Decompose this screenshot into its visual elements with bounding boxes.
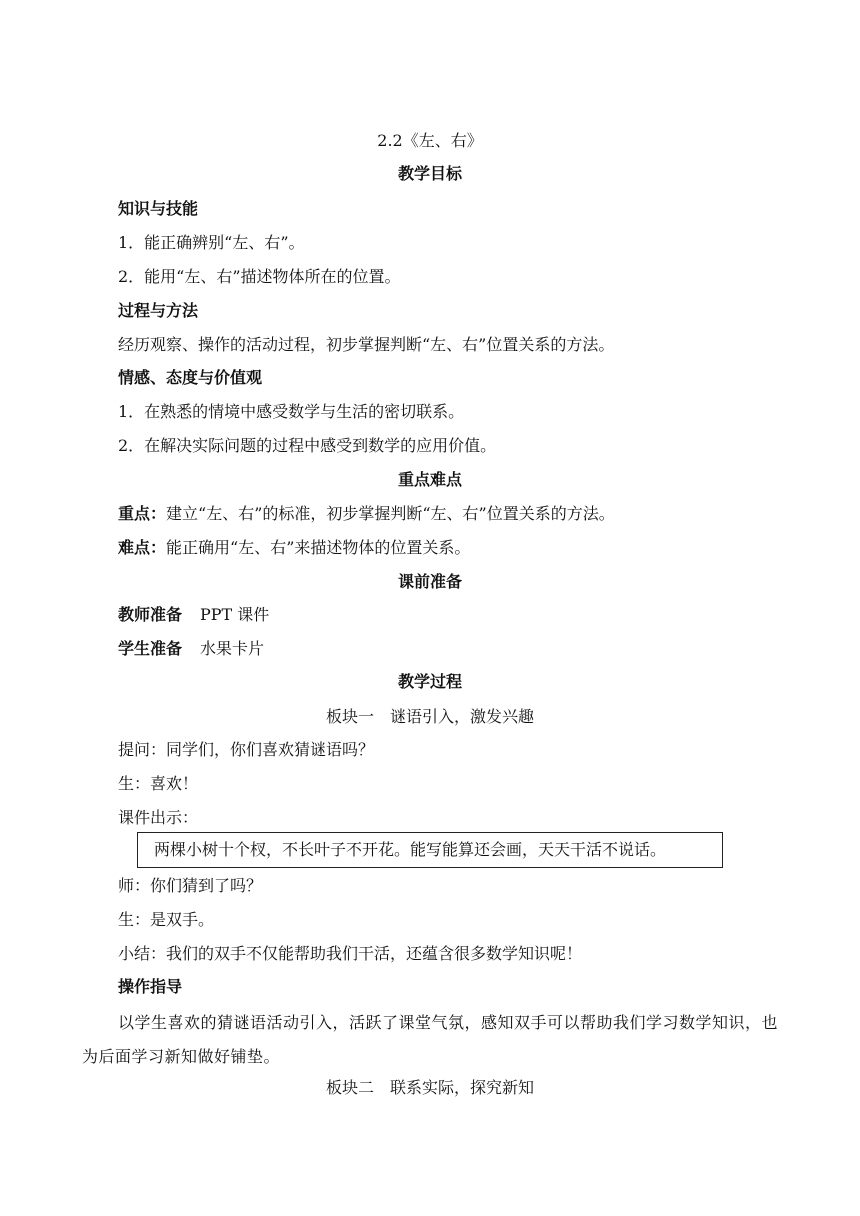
section-heading-objectives: 教学目标 [397, 164, 462, 183]
attitude-item-2: 2．在解决实际问题的过程中感受到数学的应用价值。 [118, 436, 497, 455]
process-text: 经历观察、操作的活动过程，初步掌握判断“左、右”位置关系的方法。 [118, 335, 615, 354]
focus-label: 重点： [118, 504, 167, 523]
block1-title: 板块一 谜语引入，激发兴趣 [325, 707, 534, 726]
dialogue-line-2: 生：喜欢！ [118, 774, 199, 793]
student-prep-line [118, 637, 780, 661]
student-prep-text: 水果卡片 [200, 639, 265, 658]
teacher-prep-label: 教师准备 [118, 605, 183, 624]
attitude-item-1: 1．在熟悉的情境中感受数学与生活的密切联系。 [118, 402, 465, 421]
difficulty-text: 能正确用“左、右”来描述物体的位置关系。 [166, 538, 471, 557]
teacher-prep-text: PPT 课件 [200, 605, 270, 624]
lesson-title: 2.2《左、右》 [377, 131, 483, 150]
guide-heading: 操作指导 [118, 977, 183, 996]
focus-line [118, 502, 780, 526]
riddle-box: 两棵小树十个杈，不长叶子不开花。能写能算还会画，天天干活不说话。 [137, 832, 723, 868]
section-heading-key-points: 重点难点 [397, 470, 462, 489]
section-heading-process: 教学过程 [397, 672, 462, 691]
dialogue-line-5: 生：是双手。 [118, 910, 215, 929]
attitude-heading: 情感、态度与价值观 [118, 368, 263, 387]
block2-title: 板块二 联系实际，探究新知 [325, 1078, 534, 1097]
knowledge-item-2: 2．能用“左、右”描述物体所在的位置。 [118, 267, 401, 286]
section-heading-preparation: 课前准备 [397, 572, 462, 591]
difficulty-label: 难点： [118, 538, 167, 557]
process-heading: 过程与方法 [118, 301, 199, 320]
difficulty-line [118, 536, 780, 560]
knowledge-heading: 知识与技能 [118, 199, 199, 218]
dialogue-line-3: 课件出示： [118, 808, 199, 827]
dialogue-line-1: 提问：同学们，你们喜欢猜谜语吗？ [118, 740, 375, 759]
student-prep-label: 学生准备 [118, 639, 183, 658]
guide-text: 以学生喜欢的猜谜语活动引入，活跃了课堂气氛，感知双手可以帮助我们学习数学知识，也为后面学习新知做好铺垫。 [82, 1013, 779, 1066]
dialogue-line-4: 师：你们猜到了吗？ [118, 876, 263, 895]
teacher-prep-line [118, 603, 780, 627]
dialogue-line-6: 小结：我们的双手不仅能帮助我们干活，还蕴含很多数学知识呢！ [118, 944, 583, 963]
knowledge-item-1: 1．能正确辨别“左、右”。 [118, 233, 305, 252]
focus-text: 建立“左、右”的标准，初步掌握判断“左、右”位置关系的方法。 [166, 504, 615, 523]
